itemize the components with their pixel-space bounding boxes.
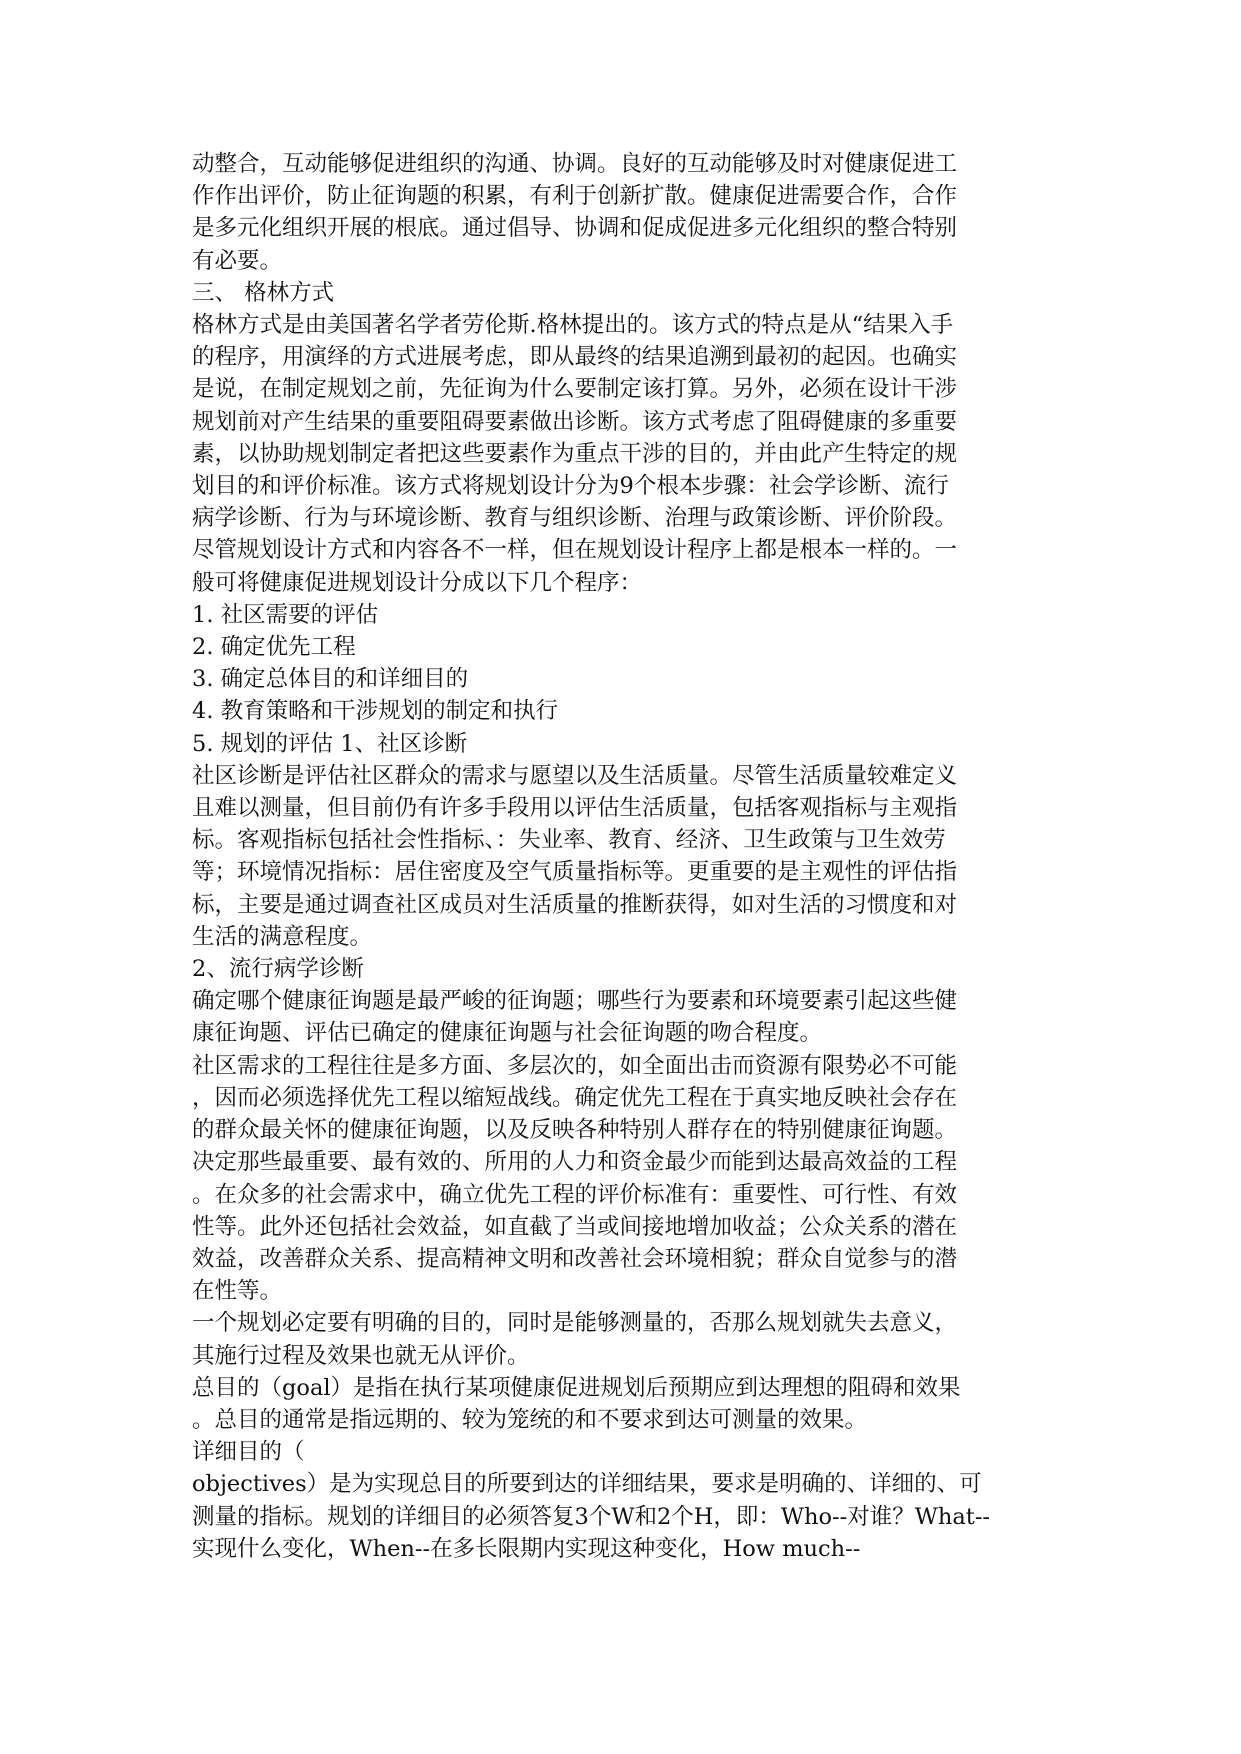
- text-line: 病学诊断、行为与环境诊断、教育与组织诊断、治理与政策诊断、评价阶段。: [192, 505, 958, 532]
- text-line: 规划前对产生结果的重要阻碍要素做出诊断。该方式考虑了阻碍健康的多重要: [192, 408, 958, 435]
- text-line: ，因而必须选择优先工程以缩短战线。确定优先工程在于真实地反映社会存在: [192, 1084, 958, 1111]
- text-line: 作作出评价，防止征询题的积累，有利于创新扩散。健康促进需要合作，合作: [192, 183, 958, 210]
- text-line: 三、 格林方式: [192, 279, 335, 306]
- text-line: 其施行过程及效果也就无从评价。: [192, 1342, 530, 1369]
- text-line: 且难以测量，但目前仍有许多手段用以评估生活质量，包括客观指标与主观指: [192, 795, 958, 822]
- text-line: 般可将健康促进规划设计分成以下几个程序：: [192, 569, 643, 596]
- text-line: 4. 教育策略和干涉规划的制定和执行: [192, 698, 559, 725]
- text-line: 实现什么变化，When--在多长限期内实现这种变化，How much--: [192, 1535, 861, 1562]
- text-line: 2、流行病学诊断: [192, 956, 364, 983]
- text-line: 素，以协助规划制定者把这些要素作为重点干涉的目的，并由此产生特定的规: [192, 440, 958, 467]
- text-line: 2. 确定优先工程: [192, 634, 356, 661]
- text-line: 5. 规划的评估 1、社区诊断: [192, 730, 468, 757]
- text-line: 决定那些最重要、最有效的、所用的人力和资金最少而能到达最高效益的工程: [192, 1149, 958, 1176]
- text-line: 标。客观指标包括社会性指标、：失业率、教育、经济、卫生政策与卫生效劳: [192, 827, 946, 854]
- text-line: 详细目的（: [192, 1439, 305, 1466]
- text-line: 3. 确定总体目的和详细目的: [192, 666, 469, 693]
- text-line: 标，主要是通过调查社区成员对生活质量的推断获得，如对生活的习惯度和对: [192, 891, 958, 918]
- text-line: 有必要。: [192, 247, 283, 274]
- text-line: 的群众最关怀的健康征询题，以及反映各种特别人群存在的特别健康征询题。: [192, 1117, 958, 1144]
- text-line: 性等。此外还包括社会效益，如直截了当或间接地增加收益；公众关系的潜在: [192, 1213, 958, 1240]
- text-line: 社区需求的工程往往是多方面、多层次的，如全面出击而资源有限势必不可能: [192, 1052, 958, 1079]
- text-line: 动整合，互动能够促进组织的沟通、协调。良好的互动能够及时对健康促进工: [192, 151, 958, 177]
- text-line: 总目的（goal）是指在执行某项健康促进规划后预期应到达理想的阻碍和效果: [192, 1374, 961, 1401]
- text-line: 效益，改善群众关系、提高精神文明和改善社会环境相貌；群众自觉参与的潜: [192, 1245, 958, 1272]
- text-line: 划目的和评价标准。该方式将规划设计分为9个根本步骤：社会学诊断、流行: [192, 473, 949, 500]
- text-line: 康征询题、评估已确定的健康征询题与社会征询题的吻合程度。: [192, 1020, 823, 1047]
- text-line: 的程序，用演绎的方式进展考虑，即从最终的结果追溯到最初的起因。也确实: [192, 344, 958, 371]
- text-line: 测量的指标。规划的详细目的必须答复3个W和2个H，即：Who--对谁？What--: [192, 1503, 991, 1530]
- text-line: 1. 社区需要的评估: [192, 601, 379, 628]
- text-line: 社区诊断是评估社区群众的需求与愿望以及生活质量。尽管生活质量较难定义: [192, 762, 958, 789]
- document-page: [192, 148, 1054, 1565]
- text-line: 。在众多的社会需求中，确立优先工程的评价标准有：重要性、可行性、有效: [192, 1181, 958, 1208]
- text-line: 是多元化组织开展的根底。通过倡导、协调和促成促进多元化组织的整合特别: [192, 215, 958, 242]
- text-line: 是说，在制定规划之前，先征询为什么要制定该打算。另外，必须在设计干涉: [192, 376, 958, 403]
- text-line: 等；环境情况指标：居住密度及空气质量指标等。更重要的是主观性的评估指: [192, 859, 958, 886]
- text-line: 生活的满意程度。: [192, 923, 373, 950]
- text-line: 在性等。: [192, 1278, 283, 1305]
- text-line: 尽管规划设计方式和内容各不一样，但在规划设计程序上都是根本一样的。一: [192, 537, 958, 564]
- text-line: objectives）是为实现总目的所要到达的详细结果，要求是明确的、详细的、可: [192, 1471, 982, 1498]
- text-line: 一个规划必定要有明确的目的，同时是能够测量的，否那么规划就失去意义，: [192, 1310, 958, 1337]
- text-line: 。总目的通常是指远期的、较为笼统的和不要求到达可测量的效果。: [192, 1406, 868, 1433]
- text-line: 格林方式是由美国著名学者劳伦斯.格林提出的。该方式的特点是从“结果入手: [192, 312, 954, 339]
- text-line: 确定哪个健康征询题是最严峻的征询题；哪些行为要素和环境要素引起这些健: [192, 988, 958, 1015]
